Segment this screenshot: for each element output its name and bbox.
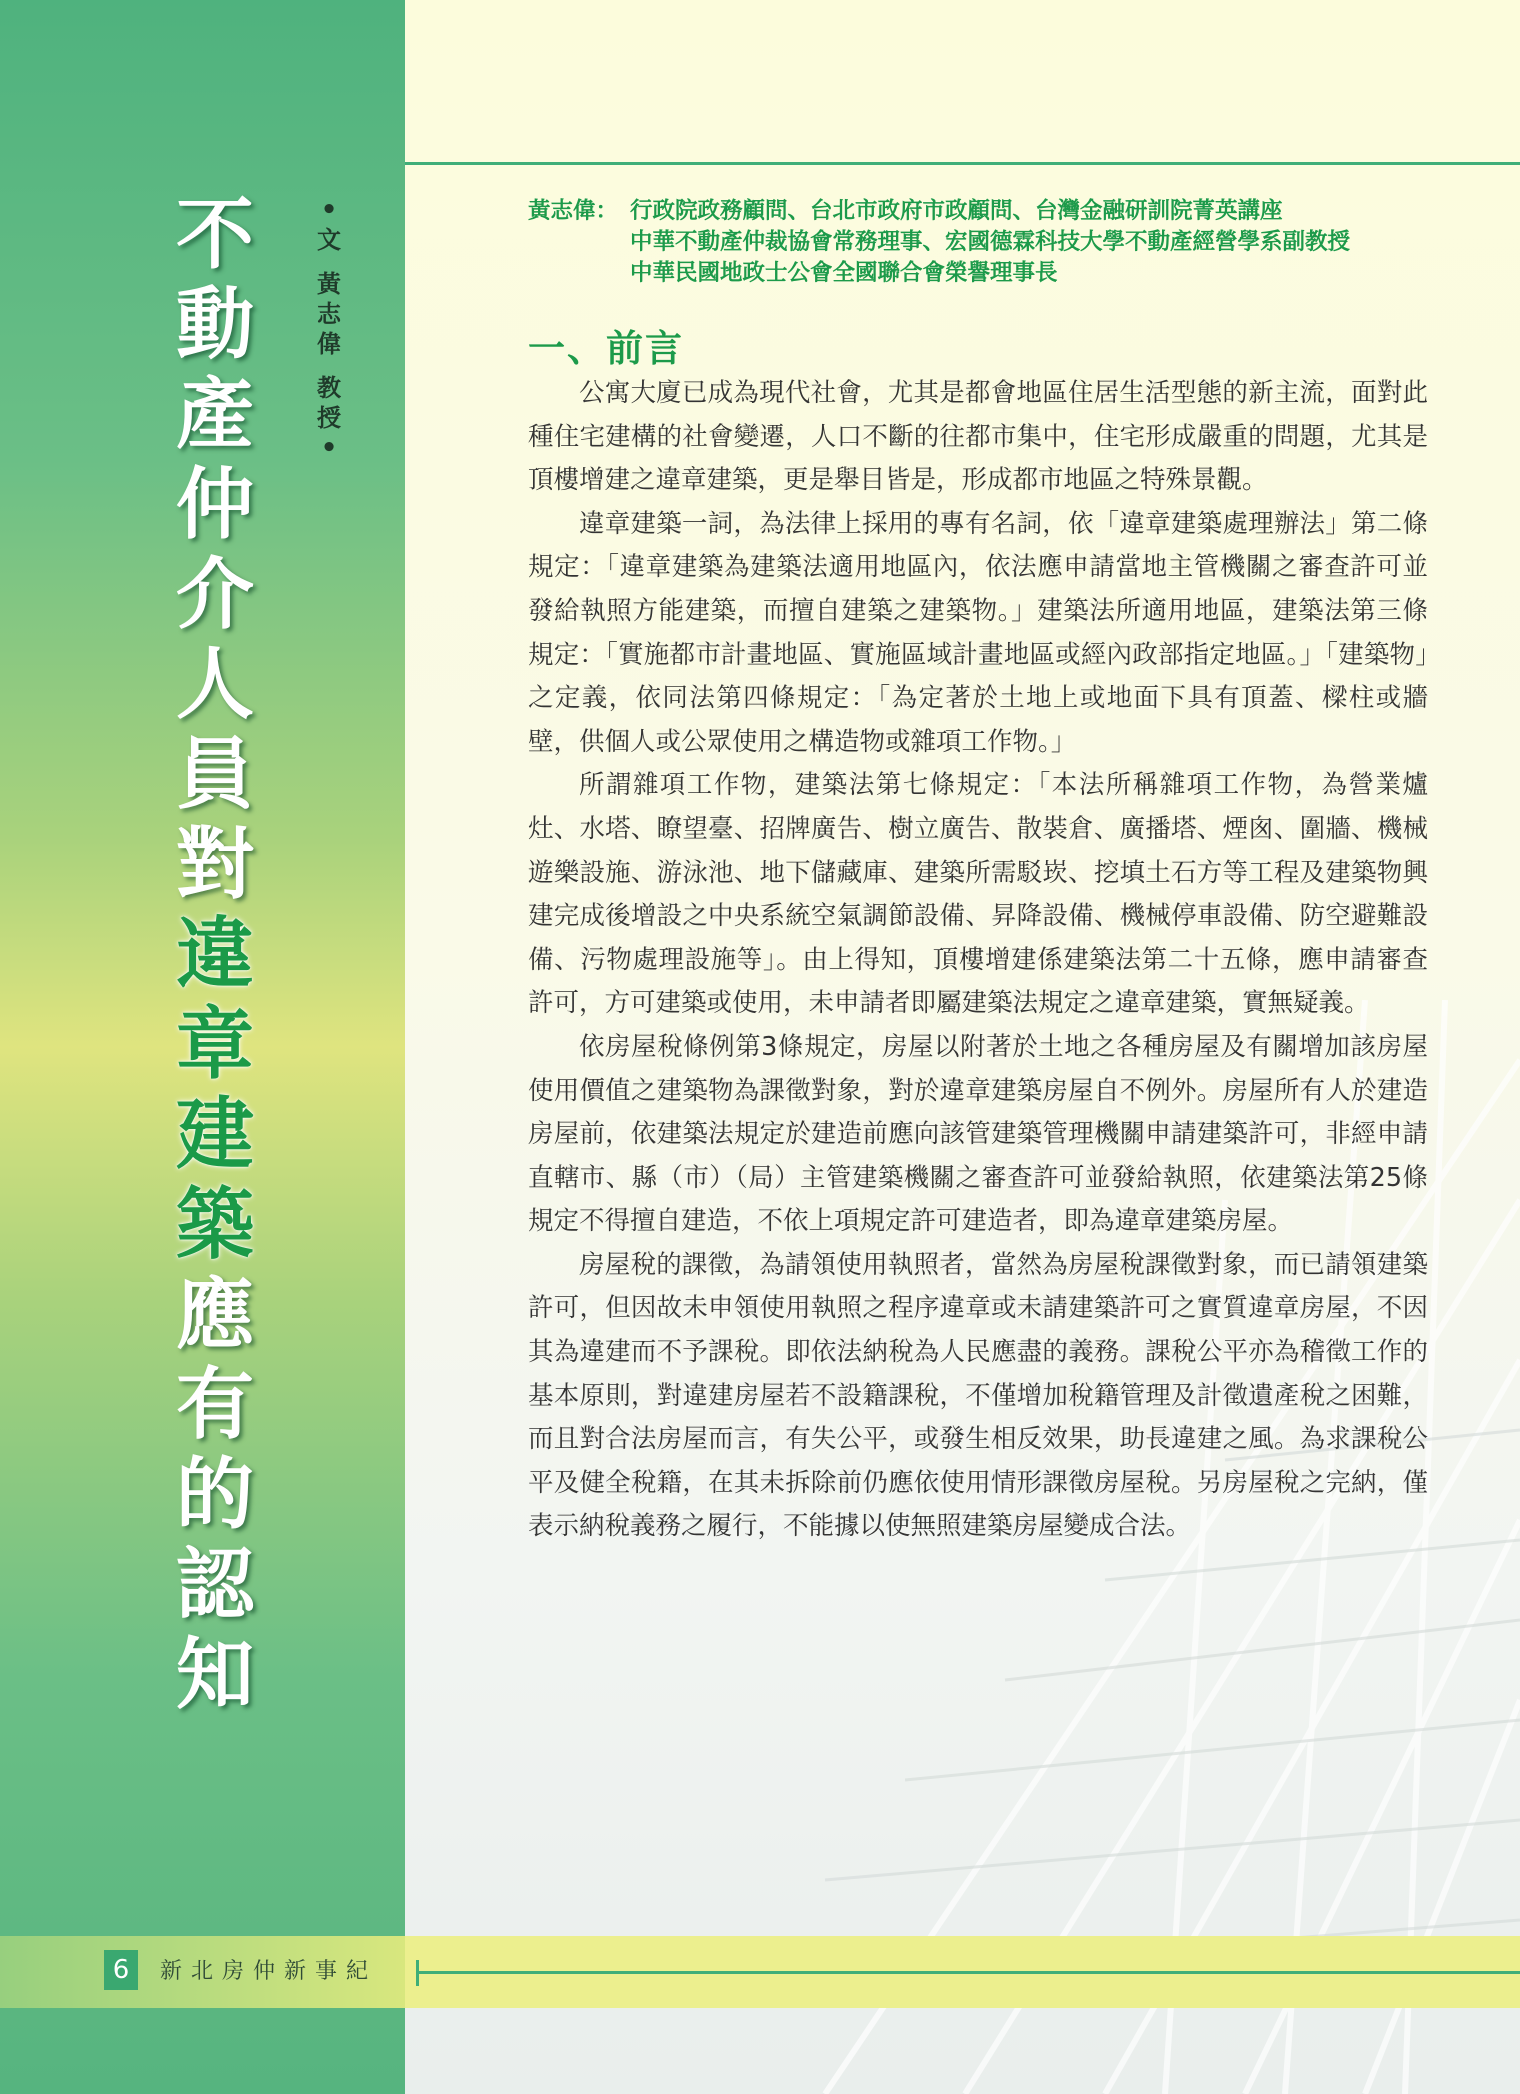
- top-divider-line: [405, 162, 1520, 165]
- page-number: 6: [104, 1950, 138, 1990]
- title-char: 對: [175, 820, 254, 910]
- section-heading: 一、前言: [528, 327, 684, 370]
- title-char: 認: [175, 1540, 254, 1630]
- credential-line: 行政院政務顧問、台北市政府市政顧問、台灣金融研訓院菁英講座: [630, 198, 1283, 224]
- title-accent-char: 建: [175, 1090, 254, 1180]
- article-title: [170, 190, 260, 1720]
- title-char: 應: [175, 1270, 254, 1360]
- title-accent-char: 章: [175, 1000, 254, 1090]
- title-char: 知: [175, 1630, 254, 1720]
- title-char: 動: [175, 280, 254, 370]
- title-char: 人: [175, 640, 254, 730]
- title-char: 介: [175, 550, 254, 640]
- byline-char: 文: [317, 226, 341, 254]
- title-char: 產: [175, 370, 254, 460]
- title-char: 的: [175, 1450, 254, 1540]
- paragraph: 違章建築一詞，為法律上採用的專有名詞，依「違章建築處理辦法」第二條規定：「違章建築為建築法適用地區內，依法應申請當地主管機關之審查許可並發給執照方能建築，而擅自建築之建築物。」建築法所適用地區，建築法第三條規定：「實施都市計畫地區、實施區域計畫地區或經內政部指定地區。」「建築物」之定義，依同法第四條規定：「為定著於土地上或地面下具有頂蓋、樑柱或牆壁，供個人或公眾使用之構造物或雜項工作物。」: [528, 508, 1428, 757]
- credential-line: 中華民國地政士公會全國聯合會榮譽理事長: [630, 260, 1058, 286]
- title-char: 員: [175, 730, 254, 820]
- byline-char: 志: [317, 300, 341, 328]
- magazine-name: 新北房仲新事紀: [160, 1959, 378, 1984]
- author-credentials: [528, 196, 1488, 289]
- title-char: 有: [175, 1360, 254, 1450]
- paragraph: 房屋稅的課徵，為請領使用執照者，當然為房屋稅課徵對象，而已請領建築許可，但因故未申領使用執照之程序違章或未請建築許可之實質違章房屋，不因其為違建而不予課稅。即依法納稅為人民應盡的義務。課稅公平亦為稽徵工作的基本原則，對違建房屋若不設籍課稅，不僅增加稅籍管理及計徵遺產稅之困難，而且對合法房屋而言，有失公平，或發生相反效果，助長違建之風。為求課稅公平及健全稅籍，在其未拆除前仍應依使用情形課徵房屋稅。另房屋稅之完納，僅表示納稅義務之履行，不能據以使無照建築房屋變成合法。: [528, 1249, 1428, 1542]
- title-accent-char: 築: [175, 1180, 254, 1270]
- title-accent-char: 違: [175, 910, 254, 1000]
- byline-char: 黃: [317, 270, 341, 298]
- byline: [314, 195, 344, 463]
- byline-char: 偉: [317, 330, 341, 358]
- paragraph: 所謂雜項工作物，建築法第七條規定：「本法所稱雜項工作物，為營業爐灶、水塔、瞭望臺、招牌廣告、樹立廣告、散裝倉、廣播塔、煙囪、圍牆、機械遊樂設施、游泳池、地下儲藏庫、建築所需駁崁、挖填土石方等工程及建築物興建完成後增設之中央系統空氣調節設備、昇降設備、機械停車設備、防空避難設備、污物處理設施等」。由上得知，頂樓增建係建築法第二十五條，應申請審查許可，方可建築或使用，未申請者即屬建築法規定之違章建築，實無疑義。: [528, 770, 1428, 1019]
- footer-rule: [418, 1971, 1520, 1974]
- title-char: 仲: [175, 460, 254, 550]
- paragraph: 依房屋稅條例第3條規定，房屋以附著於土地之各種房屋及有關增加該房屋使用價值之建築物為課徵對象，對於違章建築房屋自不例外。房屋所有人於建造房屋前，依建築法規定於建造前應向該管建築管理機關申請建築許可，非經申請直轄市、縣（市）（局）主管建築機關之審查許可並發給執照，依建築法第25條規定不得擅自建造，不依上項規定許可建造者，即為違章建築房屋。: [528, 1031, 1428, 1237]
- credential-line: 中華不動產仲裁協會常務理事、宏國德霖科技大學不動產經營學系副教授: [630, 229, 1351, 255]
- paragraph: 公寓大廈已成為現代社會，尤其是都會地區住居生活型態的新主流，面對此種住宅建構的社會變遷，人口不斷的往都市集中，住宅形成嚴重的問題，尤其是頂樓增建之違章建築，更是舉目皆是，形成都市地區之特殊景觀。: [528, 378, 1428, 496]
- title-char: 不: [175, 190, 254, 280]
- byline-char: 教: [317, 374, 341, 402]
- article-body: [528, 372, 1428, 1549]
- bullet-dot-icon: •: [320, 195, 338, 225]
- byline-char: 授: [317, 404, 341, 432]
- bullet-dot-icon: •: [320, 433, 338, 463]
- author-name: 黃志偉：: [528, 198, 619, 224]
